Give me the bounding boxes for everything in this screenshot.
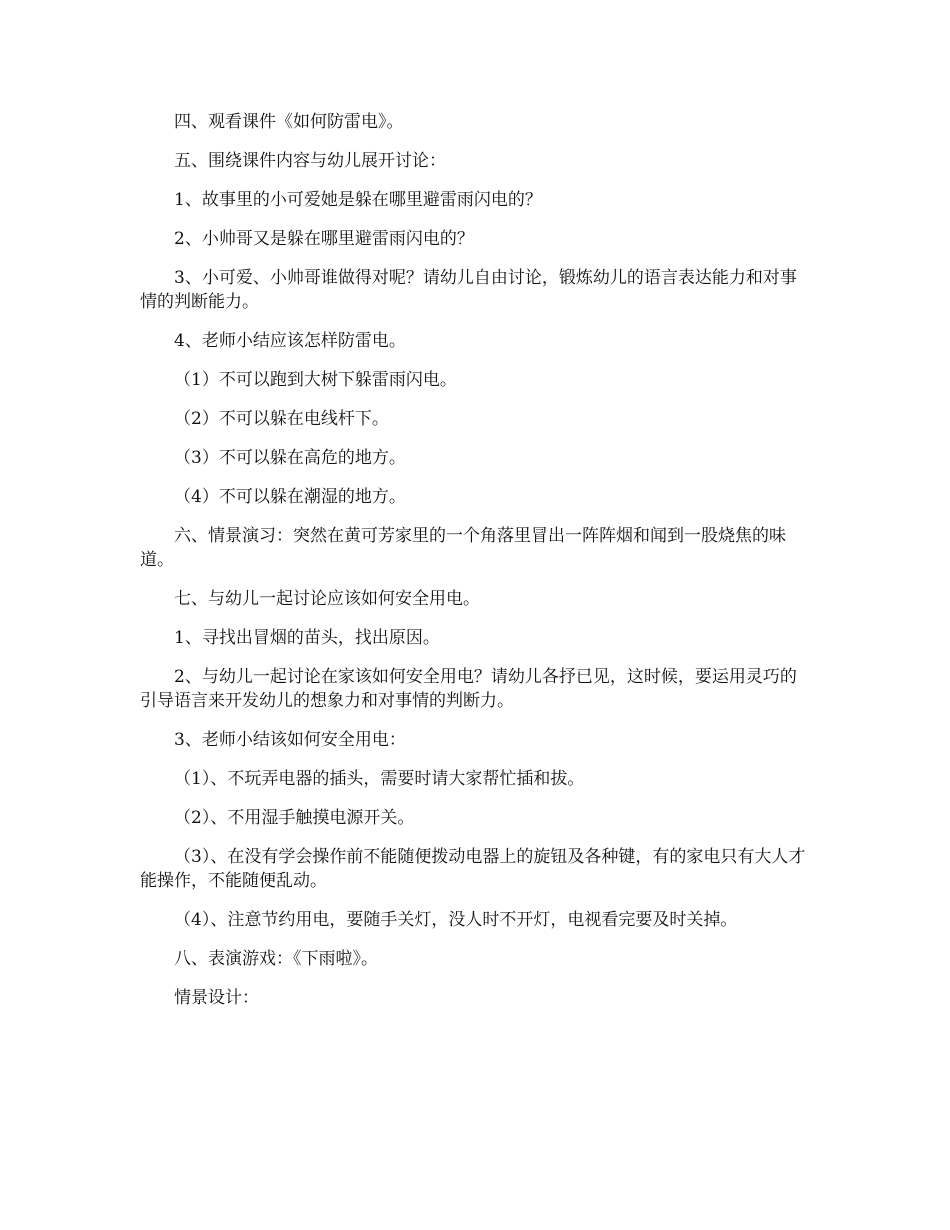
discussion-item-2: 2、小帅哥又是躲在哪里避雷雨闪电的？ (174, 229, 474, 249)
section-heading-6: 六、情景演习：突然在黄可芳家里的一个角落里冒出一阵阵烟和闻到一股烧焦的味道。 (140, 526, 786, 570)
lightning-rule-4: （4）不可以躲在潮湿的地方。 (174, 487, 406, 507)
electricity-rule-4: （4）、注意节约用电，要随手关灯，没人时不开灯，电视看完要及时关掉。 (174, 910, 738, 930)
scene-design-heading: 情景设计： (174, 988, 259, 1008)
safety-item-2: 2、与幼儿一起讨论在家该如何安全用电？请幼儿各抒已见，这时候，要运用灵巧的引导语言来开发幼儿的想象力和对事情的判断力。 (140, 667, 797, 711)
document-body (140, 110, 810, 1025)
lightning-rule-2: （2）不可以躲在电线杆下。 (174, 409, 389, 429)
safety-item-3: 3、老师小结该如何安全用电： (174, 730, 406, 750)
discussion-item-1: 1、故事里的小可爱她是躲在哪里避雷雨闪电的？ (174, 190, 542, 210)
section-heading-7: 七、与幼儿一起讨论应该如何安全用电。 (174, 589, 480, 609)
section-heading-4: 四、观看课件《如何防雷电》。 (174, 112, 404, 132)
electricity-rule-3: （3）、在没有学会操作前不能随便拨动电器上的旋钮及各种键，有的家电只有大人才能操作，不能随便乱动。 (140, 847, 806, 891)
lightning-rule-3: （3）不可以躲在高危的地方。 (174, 448, 406, 468)
discussion-item-4: 4、老师小结应该怎样防雷电。 (174, 331, 406, 351)
section-heading-8: 八、表演游戏：《下雨啦》。 (174, 949, 378, 969)
electricity-rule-1: （1）、不玩弄电器的插头，需要时请大家帮忙插和拔。 (174, 769, 585, 789)
discussion-item-3: 3、小可爱、小帅哥谁做得对呢？请幼儿自由讨论，锻炼幼儿的语言表达能力和对事情的判断能力。 (140, 268, 797, 312)
lightning-rule-1: （1）不可以跑到大树下躲雷雨闪电。 (174, 370, 457, 390)
safety-item-1: 1、寻找出冒烟的苗头，找出原因。 (174, 628, 440, 648)
electricity-rule-2: （2）、不用湿手触摸电源开关。 (174, 808, 415, 828)
section-heading-5: 五、围绕课件内容与幼儿展开讨论： (174, 151, 446, 171)
